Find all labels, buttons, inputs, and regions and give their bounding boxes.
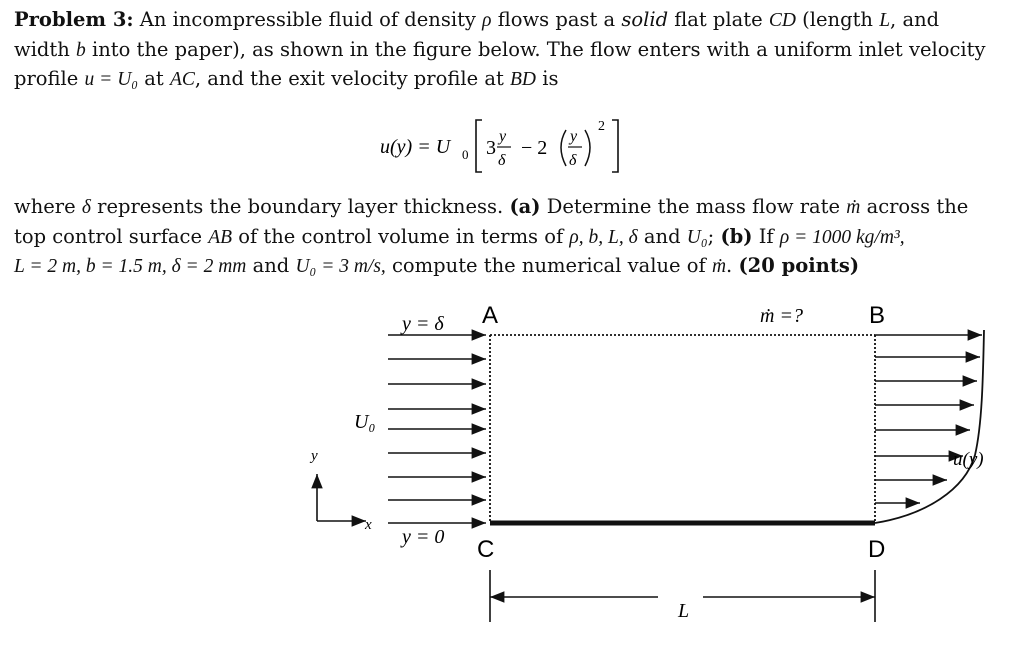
solid-emphasis: solid	[621, 8, 669, 31]
text: and	[252, 254, 290, 277]
b-symbol: b	[76, 39, 86, 61]
eq-num-y: y	[499, 128, 507, 145]
rho-symbol: ρ	[482, 10, 492, 31]
mdot-symbol: ṁ	[846, 197, 861, 218]
text: ;	[707, 224, 715, 248]
inlet-velocity: u = U₀	[84, 69, 139, 90]
rho-value: ρ = 1000 kg/m³,	[779, 226, 905, 248]
point-B: B	[869, 302, 886, 329]
U0-label: U₀	[354, 411, 376, 433]
text: and	[643, 224, 681, 248]
axis-y-label: y	[311, 448, 318, 464]
L-symbol: L	[879, 10, 891, 31]
text: flat plate	[674, 8, 763, 31]
text: width	[14, 37, 70, 61]
variables: ρ, b, L, δ	[569, 226, 638, 248]
text: , and	[890, 8, 940, 31]
eq-lhs: u(y) = U	[380, 136, 451, 158]
text: If	[758, 224, 774, 248]
eq-exp2: 2	[598, 119, 605, 134]
text: flows past a	[497, 8, 616, 31]
point-D: D	[868, 536, 886, 563]
text: into the paper), as shown in the figure below. The flow enters with a uniform inlet velocity	[91, 37, 986, 61]
exit-profile-curve	[875, 330, 984, 523]
bd-symbol: BD	[510, 69, 536, 90]
mdot-symbol-2: ṁ	[711, 256, 727, 277]
text: of the control volume in terms of	[238, 224, 564, 248]
axis-x-label: x	[365, 517, 372, 533]
text: top control surface	[14, 224, 203, 248]
eq-num-y2: y	[570, 128, 578, 145]
text: where	[14, 195, 76, 218]
text: profile	[14, 67, 79, 90]
exit-arrows	[875, 335, 982, 503]
problem-label: Problem 3:	[14, 8, 134, 31]
text: Determine the mass flow rate	[546, 195, 841, 218]
given-values: L = 2 m, b = 1.5 m, δ = 2 mm	[14, 256, 247, 277]
eq-coef3: 3	[486, 137, 496, 159]
point-A: A	[482, 302, 499, 329]
eq-sub0: 0	[462, 147, 469, 162]
u-y-label: u(y)	[953, 449, 984, 470]
y-delta-label: y = δ	[402, 313, 444, 335]
text: An incompressible fluid of density	[139, 8, 476, 31]
eq-minus2: − 2	[521, 137, 548, 159]
text: (length	[802, 8, 873, 31]
problem-questions: where δ represents the boundary layer thickness. (a) Determine the mass flow rate ṁ across the top control surface AB of the control volume in terms of ρ, b, L, δ and U₀; (b) If ρ = 1000 kg/m³, L = 2 m, b = 1.5 m, δ = 2 mm and U₀ = 3 m/s, compute the numerical value of ṁ. (20 points)	[14, 195, 969, 277]
delta-symbol: δ	[81, 197, 91, 218]
part-a-label: (a)	[509, 195, 541, 218]
eq-den-delta: δ	[498, 152, 506, 169]
cd-symbol: CD	[768, 10, 796, 31]
part-b-label: (b)	[720, 224, 753, 248]
text: is	[542, 67, 559, 90]
eq-den-delta2: δ	[569, 152, 577, 169]
text: at	[144, 67, 164, 90]
ab-symbol: AB	[208, 226, 233, 248]
inlet-arrows	[388, 335, 486, 523]
text: across the	[866, 195, 969, 218]
U0-symbol: U₀	[686, 226, 708, 248]
text: compute the numerical value of	[392, 254, 706, 277]
U0-value: U₀ = 3 m/s,	[295, 256, 386, 277]
mdot-question: ṁ =?	[760, 305, 803, 327]
length-label: L	[678, 600, 690, 622]
point-C: C	[477, 536, 495, 563]
ac-symbol: AC	[169, 69, 195, 90]
text: , and the exit velocity profile at	[194, 67, 504, 90]
y0-label: y = 0	[402, 526, 445, 548]
text: represents the boundary layer thickness.	[97, 195, 504, 218]
coordinate-axes	[317, 474, 366, 521]
points-label: (20 points)	[738, 254, 860, 277]
control-volume-box	[490, 335, 875, 523]
